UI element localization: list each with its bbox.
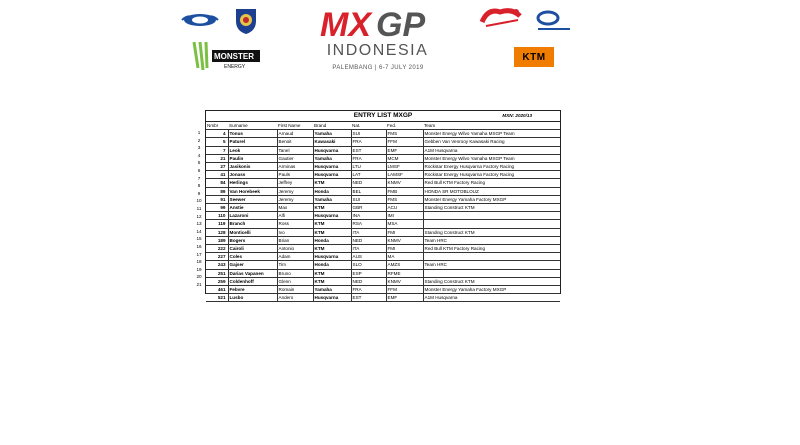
rider-team: A1M Husqvarna bbox=[423, 146, 560, 154]
rider-first-name: Max bbox=[277, 204, 313, 212]
rider-federation: RFME bbox=[386, 269, 423, 277]
rider-brand: Husqvarna bbox=[313, 146, 351, 154]
rider-federation: MCM bbox=[386, 154, 423, 162]
row-index: 3 bbox=[197, 145, 201, 151]
rider-federation: FMI bbox=[386, 228, 423, 236]
column-header-fed: Fed. bbox=[386, 122, 423, 130]
rider-surname: Branch bbox=[228, 220, 277, 228]
rider-team: Standing Construct KTM bbox=[423, 277, 560, 285]
rider-number: 128 bbox=[206, 228, 228, 236]
rider-team: Monster Energy Yamaha Factory MXGP bbox=[423, 286, 560, 294]
rider-brand: Yamaha bbox=[313, 286, 351, 294]
rider-nationality: LTU bbox=[351, 163, 386, 171]
rider-brand: KTM bbox=[313, 277, 351, 285]
rider-first-name: Antonio bbox=[277, 245, 313, 253]
row-index-column bbox=[193, 129, 205, 288]
rider-brand: Honda bbox=[313, 187, 351, 195]
rider-first-name: Gautier bbox=[277, 154, 313, 162]
rider-surname: Cairoli bbox=[228, 245, 277, 253]
row-index: 14 bbox=[196, 228, 202, 234]
rider-nationality: SUI bbox=[351, 195, 386, 203]
rider-number: 89 bbox=[206, 187, 228, 195]
rider-nationality: NED bbox=[351, 236, 386, 244]
rider-nationality: ITA bbox=[351, 245, 386, 253]
rider-team: Red Bull KTM Factory Racing bbox=[423, 179, 560, 187]
rider-brand: Husqvarna bbox=[313, 212, 351, 220]
rider-federation: FMS bbox=[386, 130, 423, 138]
rider-team: Monster Energy Yamaha Factory MXGP bbox=[423, 195, 560, 203]
monster-energy-logo bbox=[190, 38, 262, 74]
rider-federation: KNMV bbox=[386, 236, 423, 244]
rider-brand: KTM bbox=[313, 228, 351, 236]
rider-first-name: Adam bbox=[277, 253, 313, 261]
table-row bbox=[206, 212, 560, 220]
rider-nationality: LAT bbox=[351, 171, 386, 179]
rider-surname: Monticelli bbox=[228, 228, 277, 236]
table-row bbox=[206, 195, 560, 203]
rider-surname: Tonus bbox=[228, 130, 277, 138]
rider-number: 259 bbox=[206, 277, 228, 285]
column-header-brand: Brand bbox=[313, 122, 351, 130]
row-index: 20 bbox=[196, 274, 202, 280]
rider-number: 119 bbox=[206, 220, 228, 228]
rider-surname: Jasikonis bbox=[228, 163, 277, 171]
row-index: 2 bbox=[197, 137, 201, 143]
table-row bbox=[206, 253, 560, 261]
rider-first-name: Tanel bbox=[277, 146, 313, 154]
rider-brand: Husqvarna bbox=[313, 163, 351, 171]
rider-team: Rockstar Energy Husqvarna Factory Racing bbox=[423, 171, 560, 179]
ktm-logo-text: KTM bbox=[522, 51, 546, 63]
rider-brand: KTM bbox=[313, 179, 351, 187]
rider-surname: Lazaroni bbox=[228, 212, 277, 220]
rider-surname: Darias Vapanen bbox=[228, 269, 277, 277]
column-header-surname: Surname bbox=[228, 122, 277, 130]
table-row bbox=[206, 204, 560, 212]
table-row bbox=[206, 171, 560, 179]
rider-brand: Husqvarna bbox=[313, 253, 351, 261]
row-index: 21 bbox=[196, 281, 202, 287]
rider-nationality: EST bbox=[351, 146, 386, 154]
rider-team: Rockstar Energy Husqvarna Factory Racing bbox=[423, 163, 560, 171]
rider-federation: EMF bbox=[386, 146, 423, 154]
rider-brand: KTM bbox=[313, 245, 351, 253]
svg-text:MONSTER: MONSTER bbox=[214, 52, 254, 61]
rider-first-name: Jeremy bbox=[277, 195, 313, 203]
rider-team bbox=[423, 212, 560, 220]
rider-number: 41 bbox=[206, 171, 228, 179]
rider-nationality: AUS bbox=[351, 253, 386, 261]
rider-number: 27 bbox=[206, 163, 228, 171]
rider-federation: MA bbox=[386, 253, 423, 261]
rider-surname: Gajser bbox=[228, 261, 277, 269]
mxgp-logo bbox=[318, 6, 436, 40]
rider-surname: Paturel bbox=[228, 138, 277, 146]
rider-brand: Husqvarna bbox=[313, 294, 351, 302]
table-row bbox=[206, 220, 560, 228]
row-index: 18 bbox=[196, 259, 202, 265]
rider-brand: Kawasaki bbox=[313, 138, 351, 146]
rider-team bbox=[423, 269, 560, 277]
table-row bbox=[206, 187, 560, 195]
entry-list-code: MXN: 2020/13 bbox=[502, 113, 532, 118]
rider-first-name: Jeffrey bbox=[277, 179, 313, 187]
entry-list-sheet bbox=[205, 110, 561, 301]
rider-number: 7 bbox=[206, 146, 228, 154]
rider-surname: Leok bbox=[228, 146, 277, 154]
row-index: 19 bbox=[196, 266, 202, 272]
row-index: 11 bbox=[196, 205, 202, 211]
rider-surname: Van Horebeek bbox=[228, 187, 277, 195]
rider-surname: Seewer bbox=[228, 195, 277, 203]
rider-nationality: EST bbox=[351, 294, 386, 302]
rider-first-name: Alfi bbox=[277, 212, 313, 220]
rider-brand: Honda bbox=[313, 261, 351, 269]
youthstream-logo bbox=[534, 10, 572, 34]
rider-nationality: NED bbox=[351, 277, 386, 285]
ktm-logo bbox=[514, 47, 554, 67]
rider-first-name: Glenn bbox=[277, 277, 313, 285]
column-header-first-name: First Name bbox=[277, 122, 313, 130]
rider-team: Monster Energy Wilvo Yamaha MXGP Team bbox=[423, 154, 560, 162]
rider-number: 251 bbox=[206, 269, 228, 277]
row-index: 6 bbox=[197, 167, 201, 173]
column-header-nmbr: Nmbr bbox=[206, 122, 228, 130]
column-header-nat: Nat. bbox=[351, 122, 386, 130]
rider-brand: Yamaha bbox=[313, 130, 351, 138]
fmi-logo bbox=[233, 7, 259, 35]
rider-nationality: SUI bbox=[351, 130, 386, 138]
table-row bbox=[206, 146, 560, 154]
star-logo bbox=[478, 6, 524, 28]
rider-number: 4 bbox=[206, 130, 228, 138]
rider-number: 521 bbox=[206, 294, 228, 302]
rider-first-name: Arminas bbox=[277, 163, 313, 171]
table-row bbox=[206, 154, 560, 162]
rider-federation: LAMSF bbox=[386, 171, 423, 179]
rider-federation: MSA bbox=[386, 220, 423, 228]
rider-number: 222 bbox=[206, 245, 228, 253]
table-row bbox=[206, 163, 560, 171]
svg-text:MX: MX bbox=[320, 6, 371, 40]
rider-number: 99 bbox=[206, 204, 228, 212]
rider-team: Team HRC bbox=[423, 261, 560, 269]
rider-federation: ACU bbox=[386, 204, 423, 212]
rider-team: Red Bull KTM Factory Racing bbox=[423, 245, 560, 253]
event-name: INDONESIA bbox=[326, 42, 429, 59]
rider-team bbox=[423, 253, 560, 261]
rider-number: 21 bbox=[206, 154, 228, 162]
table-row bbox=[206, 138, 560, 146]
rider-brand: Honda bbox=[313, 236, 351, 244]
entry-list-header bbox=[206, 111, 560, 122]
row-index: 4 bbox=[197, 152, 201, 158]
table-row bbox=[206, 261, 560, 269]
rider-federation: FMS bbox=[386, 195, 423, 203]
rider-surname: Coldenhoff bbox=[228, 277, 277, 285]
rider-number: 91 bbox=[206, 195, 228, 203]
rider-nationality: INA bbox=[351, 212, 386, 220]
rider-brand: Yamaha bbox=[313, 195, 351, 203]
row-index: 16 bbox=[196, 243, 202, 249]
rider-team: Team HRC bbox=[423, 236, 560, 244]
rider-number: 243 bbox=[206, 261, 228, 269]
entry-list-title: ENTRY LIST MXGP bbox=[353, 112, 413, 119]
rider-number: 461 bbox=[206, 286, 228, 294]
row-index: 12 bbox=[196, 213, 202, 219]
row-index: 17 bbox=[196, 251, 202, 257]
rider-surname: Paulin bbox=[228, 154, 277, 162]
rider-first-name: Ross bbox=[277, 220, 313, 228]
rider-surname: Coles bbox=[228, 253, 277, 261]
table-row bbox=[206, 286, 560, 294]
rider-nationality: NED bbox=[351, 179, 386, 187]
rider-brand: Yamaha bbox=[313, 154, 351, 162]
column-header-team: Team bbox=[423, 122, 560, 130]
rider-first-name: Jeremy bbox=[277, 187, 313, 195]
table-row bbox=[206, 130, 560, 138]
rider-first-name: Benoit bbox=[277, 138, 313, 146]
svg-text:GP: GP bbox=[376, 6, 426, 40]
rider-number: 5 bbox=[206, 138, 228, 146]
rider-federation: AMZS bbox=[386, 261, 423, 269]
table-row bbox=[206, 179, 560, 187]
row-index: 7 bbox=[197, 175, 201, 181]
event-details: PALEMBANG | 6-7 JULY 2019 bbox=[332, 65, 424, 71]
rider-federation: FFM bbox=[386, 286, 423, 294]
row-index: 8 bbox=[197, 183, 201, 189]
svg-text:ENERGY: ENERGY bbox=[224, 64, 246, 70]
rider-first-name: Brian bbox=[277, 236, 313, 244]
rider-surname: Herlings bbox=[228, 179, 277, 187]
rider-team: Standing Construct KTM bbox=[423, 228, 560, 236]
rider-first-name: Ivo bbox=[277, 228, 313, 236]
table-row bbox=[206, 236, 560, 244]
rider-first-name: Andero bbox=[277, 294, 313, 302]
table-row bbox=[206, 228, 560, 236]
rider-federation: KNMV bbox=[386, 179, 423, 187]
rider-nationality: GBR bbox=[351, 204, 386, 212]
table-row bbox=[206, 245, 560, 253]
rider-federation: KNMV bbox=[386, 277, 423, 285]
rider-nationality: ESP bbox=[351, 269, 386, 277]
rider-federation: IMI bbox=[386, 212, 423, 220]
rider-nationality: RSA bbox=[351, 220, 386, 228]
entry-list-table bbox=[206, 122, 560, 302]
rider-federation: LMSF bbox=[386, 163, 423, 171]
rider-first-name: Tim bbox=[277, 261, 313, 269]
rider-team: HONDA SR MOTOBLOUZ bbox=[423, 187, 560, 195]
row-index: 9 bbox=[197, 190, 201, 196]
rider-first-name: Bruno bbox=[277, 269, 313, 277]
rider-nationality: FRA bbox=[351, 286, 386, 294]
table-row bbox=[206, 269, 560, 277]
rider-nationality: FRA bbox=[351, 138, 386, 146]
rider-federation: EMF bbox=[386, 294, 423, 302]
rider-brand: KTM bbox=[313, 204, 351, 212]
rider-nationality: SLO bbox=[351, 261, 386, 269]
rider-surname: Bogers bbox=[228, 236, 277, 244]
rider-nationality: FRA bbox=[351, 154, 386, 162]
rider-number: 110 bbox=[206, 212, 228, 220]
rider-first-name: Romain bbox=[277, 286, 313, 294]
rider-brand: KTM bbox=[313, 220, 351, 228]
rider-brand: KTM bbox=[313, 269, 351, 277]
rider-team: Monster Energy Wilvo Yamaha MXGP Team bbox=[423, 130, 560, 138]
rider-number: 84 bbox=[206, 179, 228, 187]
rider-first-name: Arnaud bbox=[277, 130, 313, 138]
rider-surname: Anstie bbox=[228, 204, 277, 212]
rider-nationality: BEL bbox=[351, 187, 386, 195]
rider-surname: Jonass bbox=[228, 171, 277, 179]
table-header-row bbox=[206, 122, 560, 130]
fim-logo bbox=[180, 12, 220, 28]
rider-federation: FMI bbox=[386, 245, 423, 253]
rider-surname: Febvre bbox=[228, 286, 277, 294]
rider-team bbox=[423, 220, 560, 228]
row-index: 13 bbox=[196, 221, 202, 227]
rider-federation: FFM bbox=[386, 138, 423, 146]
rider-nationality: ITA bbox=[351, 228, 386, 236]
rider-brand: Husqvarna bbox=[313, 171, 351, 179]
rider-number: 189 bbox=[206, 236, 228, 244]
rider-team: Gebben Van Venrooy Kawasaki Racing bbox=[423, 138, 560, 146]
rider-first-name: Pauls bbox=[277, 171, 313, 179]
rider-federation: FMB bbox=[386, 187, 423, 195]
rider-team: A1M Husqvarna bbox=[423, 294, 560, 302]
rider-number: 227 bbox=[206, 253, 228, 261]
table-row bbox=[206, 294, 560, 302]
row-index: 10 bbox=[196, 198, 202, 204]
row-index: 1 bbox=[197, 130, 201, 135]
table-row bbox=[206, 277, 560, 285]
rider-surname: Lusbo bbox=[228, 294, 277, 302]
row-index: 5 bbox=[197, 160, 201, 166]
rider-team: Standing Construct KTM bbox=[423, 204, 560, 212]
row-index: 15 bbox=[196, 236, 202, 242]
